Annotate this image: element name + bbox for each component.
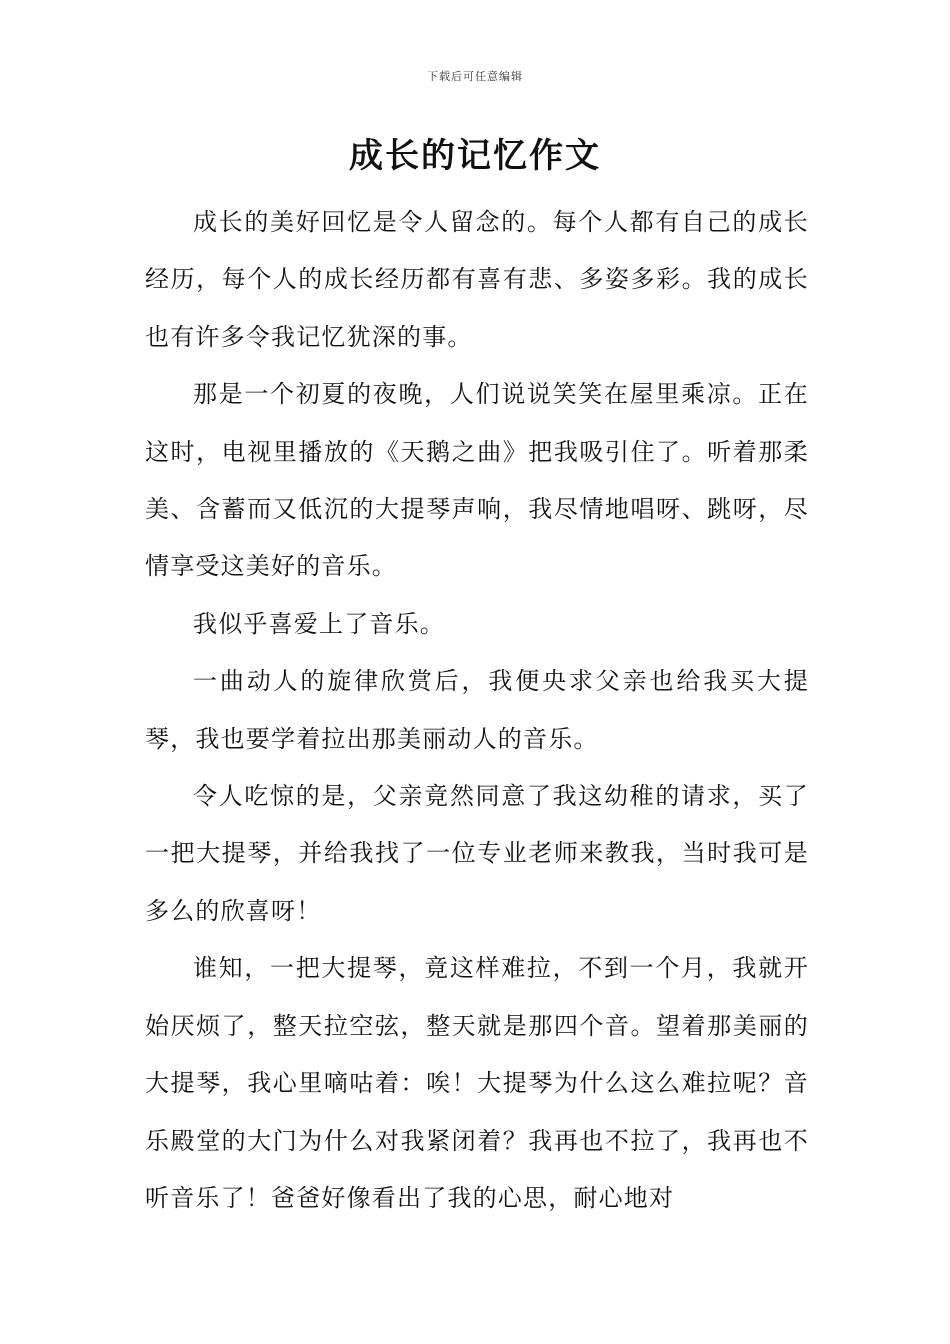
paragraph-6: 谁知，一把大提琴，竟这样难拉，不到一个月，我就开始厌烦了，整天拉空弦，整天就是那四个音。望着那美丽的大提琴，我心里嘀咕着：唉！大提琴为什么这么难拉呢？音乐殿堂的大门为什么对我紧闭着？我再也不拉了，我再也不听音乐了！爸爸好像看出了我的心思，耐心地对 [145, 954, 809, 1212]
paragraph-4: 一曲动人的旋律欣赏后，我便央求父亲也给我买大提琴，我也要学着拉出那美丽动人的音乐。 [145, 667, 809, 753]
document-title: 成长的记忆作文 [349, 136, 601, 176]
paragraph-5: 令人吃惊的是，父亲竟然同意了我这幼稚的请求，买了一把大提琴，并给我找了一位专业老师来教我，当时我可是多么的欣喜呀！ [145, 782, 809, 925]
paragraph-3: 我似乎喜爱上了音乐。 [193, 609, 445, 638]
document-body [145, 194, 809, 1227]
paragraph-1: 成长的美好回忆是令人留念的。每个人都有自己的成长经历，每个人的成长经历都有喜有悲、多姿多彩。我的成长也有许多令我记忆犹深的事。 [145, 208, 809, 351]
paragraph-2: 那是一个初夏的夜晚，人们说说笑笑在屋里乘凉。正在这时，电视里播放的《天鹅之曲》把我吸引住了。听着那柔美、含蓄而又低沉的大提琴声响，我尽情地唱呀、跳呀，尽情享受这美好的音乐。 [145, 380, 809, 581]
header-note: 下载后可任意编辑 [427, 70, 523, 83]
